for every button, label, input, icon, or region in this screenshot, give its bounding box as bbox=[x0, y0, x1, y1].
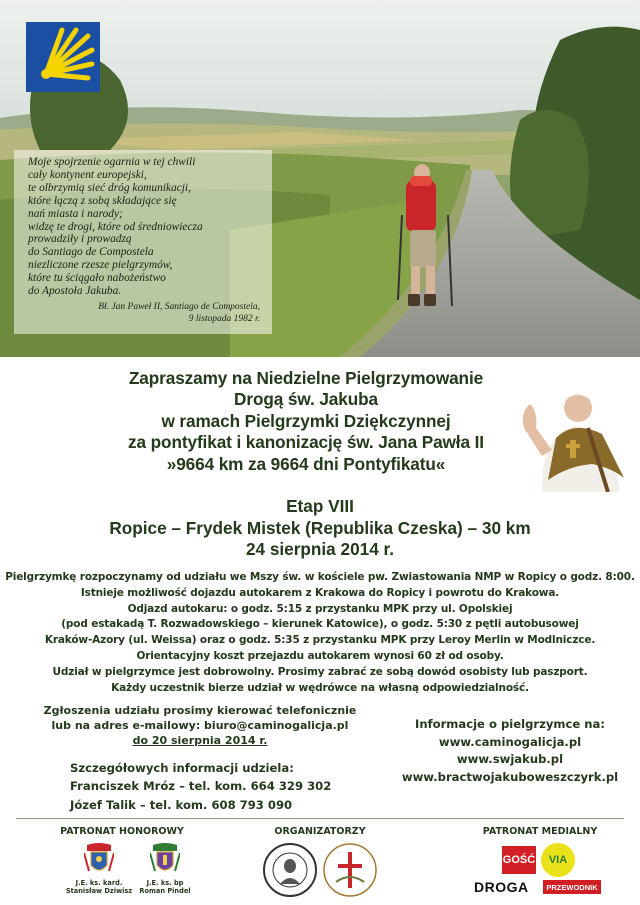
przewodnik-logo-text: PRZEWODNIK bbox=[546, 882, 598, 892]
quote-text: Moje spojrzenie ogarnia w tej chwili cały kontynent europejski, te olbrzymią sieć dróg komunikacji, które łączą z sobą składające się nań miasta i narody; widzę te drogi, które od średniowiecza prowadziły i prowadzą do Santiago de Compostela niezliczone rzesze pielgrzymów, które tu ściągało nabożeństwo do Apostoła Jakuba. bbox=[28, 156, 203, 298]
stage-route: Ropice – Frydek Mistek (Republika Czeska) – 30 km bbox=[109, 517, 531, 538]
contact-person: Józef Talik – tel. kom. 608 793 090 bbox=[70, 797, 293, 812]
stage-date: 24 sierpnia 2014 r. bbox=[245, 539, 395, 560]
footer-divider bbox=[16, 818, 624, 819]
contact-person: Franciszek Mróz – tel. kom. 664 329 302 bbox=[70, 779, 332, 794]
stage-block bbox=[0, 496, 640, 561]
info-block bbox=[0, 570, 640, 696]
contact-block bbox=[70, 759, 350, 814]
patron-label: J.E. ks. kard. Stanisław Dziwisz bbox=[65, 879, 133, 895]
honorary-patronage-heading: PATRONAT HONOROWY bbox=[60, 826, 184, 837]
registration-block bbox=[40, 703, 360, 749]
title-block bbox=[0, 368, 612, 475]
info-line: Kraków-Azory (ul. Weissa) oraz o godz. 5:35 z przystanku MPK przy Leroy Merlin w Modlniczce. bbox=[44, 634, 596, 647]
patron-label: J.E. ks. bp Roman Pindel bbox=[139, 879, 191, 895]
info-line: Orientacyjny koszt przejazdu autokarem wynosi 60 zł od osoby. bbox=[136, 649, 504, 662]
title-line: »9664 km za 9664 dni Pontyfikatu« bbox=[166, 453, 446, 474]
quote-box bbox=[14, 150, 272, 334]
cardinal-coat-of-arms-icon bbox=[84, 843, 114, 877]
quote-author: Bł. Jan Paweł II, Santiago de Compostela, 9 listopada 1982 r. bbox=[98, 302, 260, 324]
via-radio-logo bbox=[541, 843, 575, 877]
media-patronage-heading: PATRONAT MEDIALNY bbox=[482, 826, 598, 837]
droga-logo bbox=[474, 878, 540, 896]
website-link[interactable]: www.bractwojakuboweszczyrk.pl bbox=[401, 769, 619, 784]
info-line: (pod estakadą T. Rozwadowskiego – kierunek Katowice), o godz. 5:30 z pętli autobusowej bbox=[61, 618, 579, 631]
title-line: w ramach Pielgrzymki Dziękczynnej bbox=[161, 410, 451, 431]
info-line: Pielgrzymkę rozpoczynamy od udziału we Mszy św. w kościele pw. Zwiastowania NMP w Ropicy o godz. 8:00. bbox=[5, 571, 635, 583]
bractwo-seal-icon bbox=[262, 842, 318, 898]
droga-logo-text: DROGA bbox=[474, 879, 529, 895]
title-line: Drogą św. Jakuba bbox=[234, 389, 378, 410]
title-line: za pontyfikat i kanonizację św. Jana Pawła II bbox=[128, 432, 484, 453]
info-line: Udział w pielgrzymce jest dobrowolny. Prosimy zabrać ze sobą dowód osobisty lub paszport. bbox=[52, 665, 588, 678]
info-line: Każdy uczestnik bierze udział w wędrówce na własną odpowiedzialność. bbox=[111, 681, 529, 694]
websites-heading: Informacje o pielgrzymce na: bbox=[415, 717, 605, 731]
registration-deadline: do 20 sierpnia 2014 r. bbox=[132, 734, 268, 748]
gosc-logo-text: GOŚĆ bbox=[502, 854, 536, 866]
website-link[interactable]: www.swjakub.pl bbox=[456, 752, 564, 767]
gosc-logo bbox=[502, 846, 536, 874]
websites-block bbox=[380, 716, 640, 786]
hero-photo bbox=[0, 0, 640, 357]
info-line: Odjazd autokaru: o godz. 5:15 z przystanku MPK przy ul. Opolskiej bbox=[127, 602, 513, 615]
organizer-cross-seal-icon bbox=[322, 842, 378, 898]
registration-line: Zgłoszenia udziału prosimy kierować telefonicznie bbox=[43, 704, 357, 717]
przewodnik-logo bbox=[543, 880, 601, 894]
info-line: Istnieje możliwość dojazdu autokarem z Krakowa do Ropicy i powrotu do Krakowa. bbox=[80, 586, 560, 599]
organizers-heading: ORGANIZATORZY bbox=[274, 826, 366, 837]
bishop-coat-of-arms-icon bbox=[150, 843, 180, 877]
scallop-shell-icon bbox=[26, 22, 100, 92]
title-line: Zapraszamy na Niedzielne Pielgrzymowanie bbox=[128, 368, 484, 388]
registration-email-line[interactable]: lub na adres e-mailowy: biuro@caminogalicja.pl bbox=[51, 719, 349, 733]
stage-name: Etap VIII bbox=[286, 496, 354, 516]
contact-heading: Szczegółowych informacji udziela: bbox=[70, 761, 294, 775]
camino-shell-logo bbox=[26, 22, 100, 92]
website-link[interactable]: www.caminogalicja.pl bbox=[438, 734, 582, 749]
via-logo-text: VIA bbox=[548, 854, 568, 866]
